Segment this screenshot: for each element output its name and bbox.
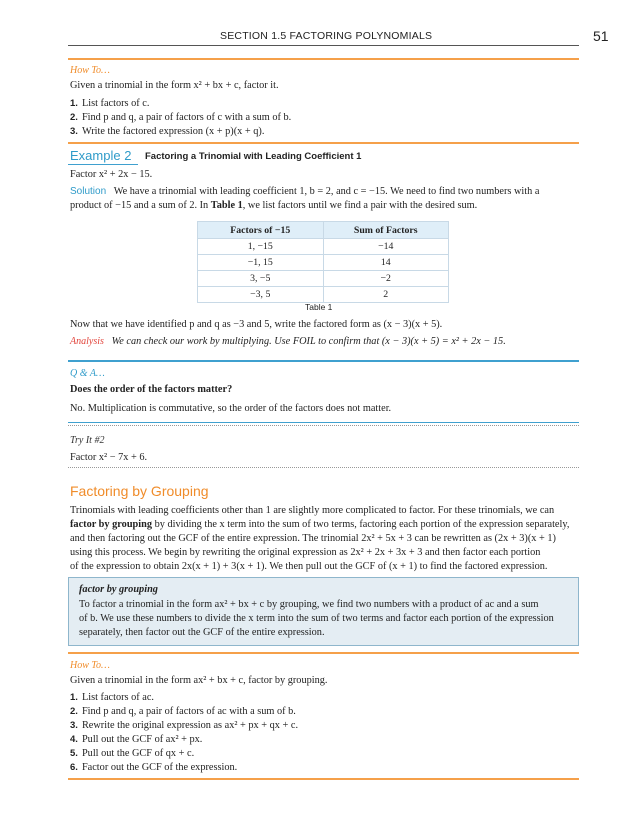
howto2-step-1: 1. List factors of ac. [70,692,154,703]
definition-term: factor by grouping [79,584,158,595]
tryit-bottom-rule [68,467,579,468]
howto2-step-6: 6. Factor out the GCF of the expression. [70,762,238,773]
definition-text: To factor a trinomial in the form ax² + bx + c by grouping, we find two numbers with a product of ac and a sum of b. We use these numbers to divide the x term into the sum of two terms and factor each portion of the expression separately, then factor out the GCF of the entire expression. [79,599,554,638]
example-bottom-rule [68,360,579,362]
howto2-step-2: 2. Find p and q, a pair of factors of ac with a sum of b. [70,706,296,717]
table-row: 3, −5 −2 [198,271,449,287]
example-solution-line1: Solution We have a trinomial with leading coefficient 1, b = 2, and c = −15. We need to find two numbers with a [70,186,540,197]
howto1-bottom-rule [68,142,579,144]
howto1-intro: Given a trinomial in the form x² + bx + c, factor it. [70,80,279,91]
howto2-intro: Given a trinomial in the form ax² + bx + c, factor by grouping. [70,675,328,686]
example-problem: Factor x² + 2x − 15. [70,169,153,180]
definition-box [68,577,579,646]
howto2-step-5: 5. Pull out the GCF of qx + c. [70,748,195,759]
howto2-top-rule [68,652,579,654]
section-heading: Factoring by Grouping [70,483,209,499]
section-title: FACTORING POLYNOMIALS [289,30,433,42]
example-analysis: Analysis We can check our work by multiplying. Use FOIL to confirm that (x − 3)(x + 5) = x² + 2x − 15. [70,336,506,347]
howto2-bottom-rule [68,778,579,780]
qa-bottom-rule [68,422,579,423]
howto1-step-1: 1. List factors of c. [70,98,150,109]
analysis-label: Analysis [70,336,104,347]
tryit-label: Try It #2 [70,435,105,446]
tryit-text: Factor x² − 7x + 6. [70,452,148,463]
howto1-top-rule [68,58,579,60]
table-header-factors: Factors of −15 [198,222,324,239]
factors-table [197,221,449,303]
header-rule [68,45,579,46]
example-title: Factoring a Trinomial with Leading Coefficient 1 [145,151,362,162]
running-header [220,30,432,42]
example-label-rule [68,164,138,165]
qa-question: Does the order of the factors matter? [70,384,233,395]
example-solution-line2: product of −15 and a sum of 2. In Table 1, we list factors until we find a pair with the desired sum. [70,200,478,211]
example-label: Example 2 [70,148,132,163]
table-header-sum: Sum of Factors [323,222,449,239]
qa-bottom-dotted [68,425,579,426]
qa-answer: No. Multiplication is commutative, so the order of the factors does not matter. [70,403,392,414]
howto1-label: How To… [70,65,110,76]
grouping-paragraph: Trinomials with leading coefficients other than 1 are slightly more complicated to factor. For these trinomials, we can factor by grouping by dividing the x term into the sum of two terms, factoring each portion of the expression separately, and then factoring out the GCF of the entire expression. The trinomial 2x² + 5x + 3 can be rewritten as (2x + 3)(x + 1) using this process. We begin by rewriting the original expression as 2x² + 2x + 3x + 3 and then factor each portion of the expression to obtain 2x(x + 1) + 3(x + 1). We then pull out the GCF of (x + 1) to find the factored expression. [70,505,570,572]
howto2-label: How To… [70,660,110,671]
howto1-step-2: 2. Find p and q, a pair of factors of c with a sum of b. [70,112,292,123]
howto2-step-4: 4. Pull out the GCF of ax² + px. [70,734,203,745]
qa-label: Q & A… [70,368,105,379]
example-conclusion: Now that we have identified p and q as −3 and 5, write the factored form as (x − 3)(x + 5). [70,319,443,330]
howto1-step-3: 3. Write the factored expression (x + p)(x + q). [70,126,265,137]
table-caption: Table 1 [305,302,333,312]
solution-label: Solution [70,186,107,197]
table-header-row [198,222,449,239]
page-number: 51 [593,28,609,44]
howto2-step-3: 3. Rewrite the original expression as ax² + px + qx + c. [70,720,299,731]
table-row: −1, 15 14 [198,255,449,271]
table-row: 1, −15 −14 [198,239,449,255]
section-number: SECTION 1.5 [220,30,287,42]
table-row: −3, 5 2 [198,287,449,303]
